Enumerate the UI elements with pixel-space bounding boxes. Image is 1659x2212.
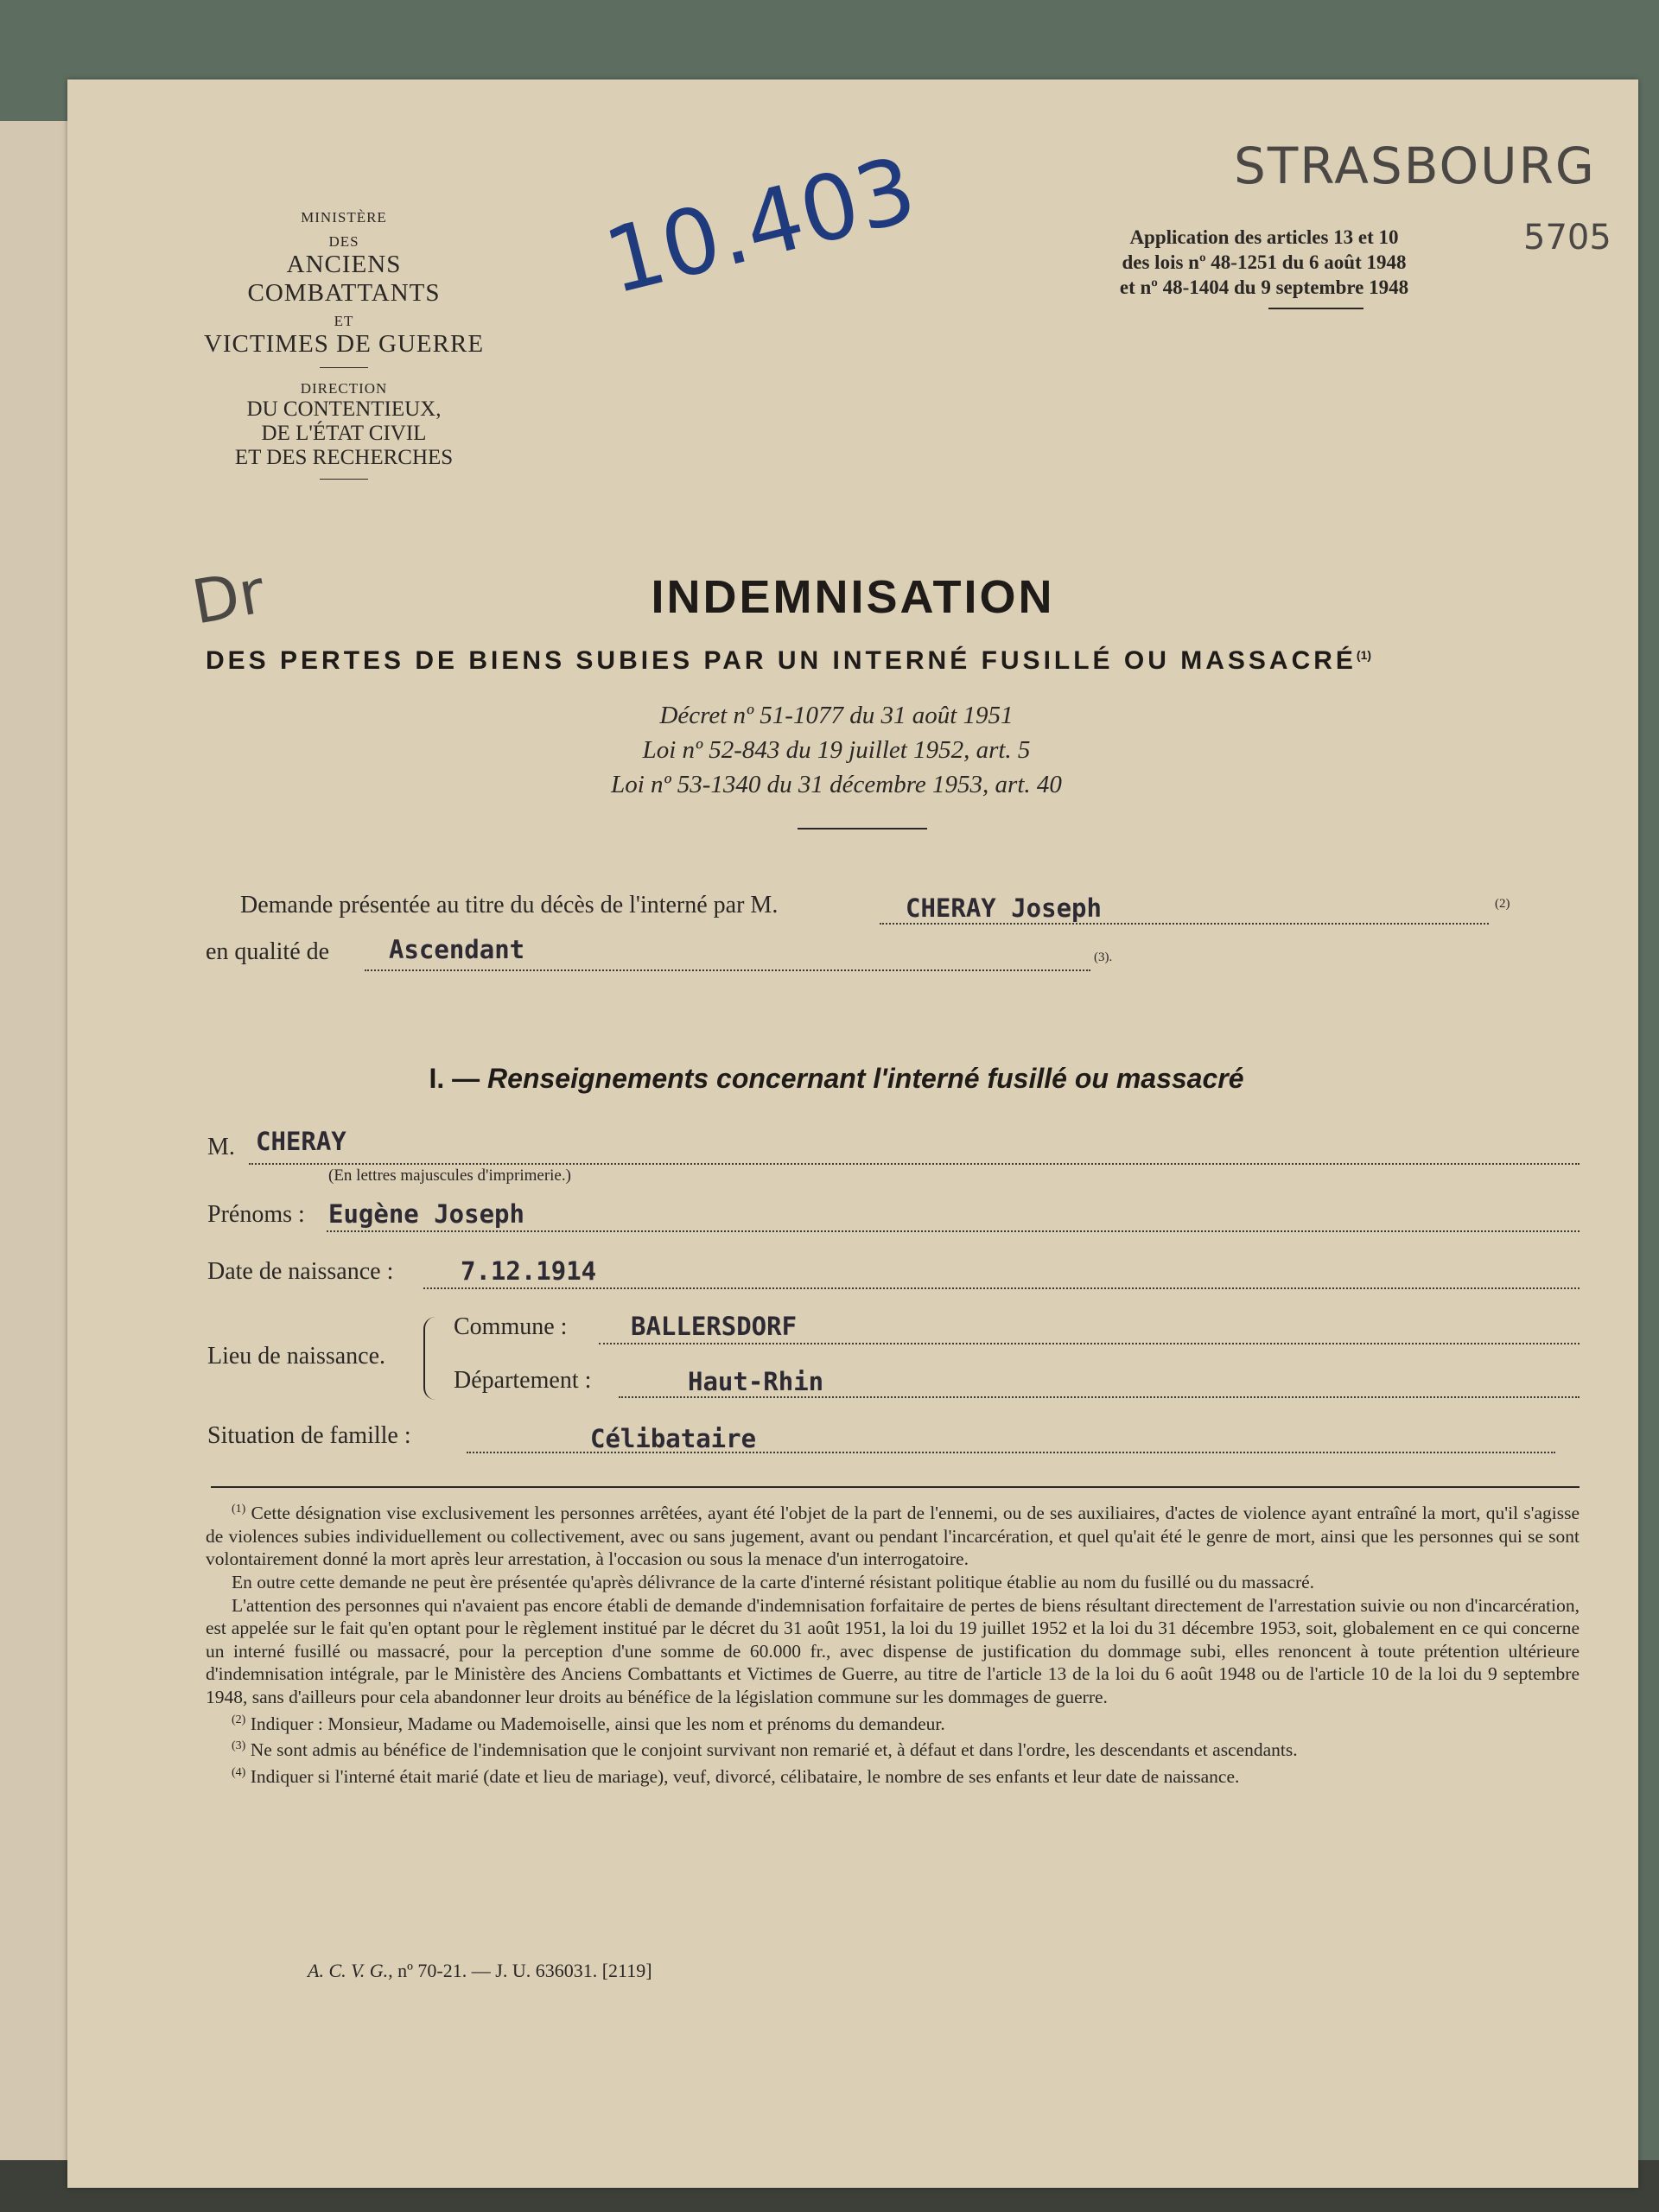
department-value: Haut-Rhin — [688, 1367, 824, 1396]
direction-line: DE L'ÉTAT CIVIL — [261, 422, 427, 445]
application-line: et nº 48-1404 du 9 septembre 1948 — [1119, 276, 1409, 298]
decree-reference: Loi nº 53-1340 du 31 décembre 1953, art. 40 — [611, 771, 1062, 798]
ministry-line: DES — [328, 233, 359, 250]
footnote-number: (1) — [232, 1503, 246, 1516]
form-sheet — [67, 79, 1638, 2188]
brace — [423, 1317, 437, 1400]
handwritten-file-number: 10.403 — [594, 136, 926, 315]
footnote — [206, 1709, 1580, 1736]
ministry-line: MINISTÈRE — [301, 209, 387, 226]
surname-hint: (En lettres majuscules d'imprimerie.) — [328, 1166, 571, 1185]
footnote-text: Cette désignation vise exclusivement les personnes arrêtées, ayant été l'objet de la part de l'ennemi, ou de ses auxiliaires, d'actes de violence ayant entraîné la mort, qu'il s'agisse de violences subies individuellement ou collectivement, avec ou sans jugement, avant ou pendant l'incarcération, et quel qu'ait été le genre de mort, ainsi que les personnes qui se sont volontairement donné la mort après leur arrestation, à l'occasion ou sous la menace d'un interrogatoire. — [206, 1503, 1580, 1570]
handwritten-city: STRASBOURG — [1234, 137, 1596, 195]
ministry-line: ET — [334, 313, 354, 329]
footnote-number: (3) — [232, 1739, 246, 1753]
birthdate-label: Date de naissance : — [207, 1258, 394, 1285]
page-subtitle — [206, 646, 1371, 676]
section-heading: Renseignements concernant l'interné fusillé ou massacré — [487, 1063, 1244, 1094]
department-label: Département : — [454, 1367, 592, 1394]
quality-field-line — [365, 969, 1090, 971]
footnote-text: Indiquer : Monsieur, Madame ou Mademoiselle, ainsi que les nom et prénoms du demandeur. — [250, 1713, 945, 1734]
applicant-field-line — [880, 923, 1489, 925]
footnote — [206, 1762, 1580, 1789]
firstnames-field-line — [327, 1230, 1580, 1232]
footnote — [206, 1498, 1580, 1571]
request-intro: Demande présentée au titre du décès de l'interné par M. — [240, 892, 779, 918]
firstnames-label: Prénoms : — [207, 1201, 305, 1228]
section-number: I. — — [429, 1063, 480, 1094]
family-label: Situation de famille : — [207, 1422, 411, 1449]
page-title: INDEMNISATION — [651, 571, 1055, 623]
birthdate-field-line — [423, 1287, 1580, 1289]
print-code-number: nº 70-21. — J. U. 636031. [2119] — [397, 1960, 652, 1981]
department-field-line — [619, 1396, 1580, 1398]
decree-reference: Loi nº 52-843 du 19 juillet 1952, art. 5 — [642, 736, 1031, 764]
direction-line: ET DES RECHERCHES — [234, 446, 454, 469]
subtitle-text: DES PERTES DE BIENS SUBIES PAR UN INTERNÉ FUSILLÉ OU MASSACRÉ — [206, 646, 1357, 675]
surname-field-line — [249, 1163, 1580, 1165]
ministry-header — [197, 209, 491, 488]
section-title — [67, 1063, 1605, 1095]
footnote-ref: (3). — [1094, 950, 1113, 964]
print-code-agency: A. C. V. G., — [308, 1960, 393, 1981]
footnote: En outre cette demande ne peut ère présentée qu'après délivrance de la carte d'interné résistant politique établie au nom du fusillé ou du massacré. — [232, 1571, 1315, 1592]
surname-value: CHERAY — [256, 1127, 346, 1156]
footnote: L'attention des personnes qui n'avaient pas encore établi de demande d'indemnisation forfaitaire de pertes de biens résultant directement de l'arrestation suivie ou non d'incarcération, est appelée sur le fait qu'en optant pour le règlement institué par le décret du 31 août 1951, la loi du 19 juillet 1952 et la loi du 31 décembre 1953, soit, globalement en ce qui concerne un interné fusillé ou massacré, pour la perception d'une somme de 60.000 fr., avec dispense de justification du dommage subi, elles renoncent à toute prétention ultérieure d'indemnisation intégrale, par le Ministère des Anciens Combattants et Victimes de Guerre, au titre de l'article 13 de la loi du 6 août 1948 ou de l'article 10 de la loi du 9 septembre 1948, sans d'ailleurs pour cela abandonner leur droits au bénéfice de la législation commune sur les dommages de guerre. — [206, 1594, 1580, 1707]
footnote-ref: (1) — [1356, 648, 1372, 662]
surname-label: M. — [207, 1134, 235, 1160]
print-code — [308, 1960, 652, 1982]
commune-value: BALLERSDORF — [631, 1312, 798, 1341]
handwritten-margin-code: 5705 — [1523, 218, 1611, 257]
application-line: Application des articles 13 et 10 — [1129, 226, 1399, 248]
firstnames-value: Eugène Joseph — [328, 1199, 524, 1229]
handwritten-initials: Dr — [187, 556, 270, 639]
commune-label: Commune : — [454, 1313, 568, 1340]
birthplace-label: Lieu de naissance. — [207, 1343, 386, 1370]
application-line: des lois nº 48-1251 du 6 août 1948 — [1122, 251, 1407, 273]
footnote-text: Ne sont admis au bénéfice de l'indemnisation que le conjoint survivant non remarié et, à défaut et dans l'ordre, les descendants et ascendants. — [250, 1739, 1298, 1761]
birthdate-value: 7.12.1914 — [461, 1256, 597, 1286]
application-articles — [1061, 225, 1467, 300]
ministry-name: VICTIMES DE GUERRE — [203, 330, 485, 358]
decree-reference: Décret nº 51-1077 du 31 août 1951 — [659, 702, 1014, 729]
ministry-name: ANCIENS COMBATTANTS — [247, 251, 441, 307]
quality-label: en qualité de — [206, 938, 330, 965]
divider — [798, 828, 927, 830]
footnote-ref: (2) — [1495, 897, 1510, 911]
footnotes — [206, 1498, 1580, 1789]
divider — [211, 1486, 1580, 1488]
direction-label: DIRECTION — [300, 380, 388, 397]
commune-field-line — [599, 1343, 1580, 1344]
divider — [1268, 308, 1363, 309]
applicant-value: CHERAY Joseph — [906, 893, 1102, 923]
direction-line: DU CONTENTIEUX, — [246, 397, 442, 421]
footnote-number: (2) — [232, 1713, 246, 1726]
family-value: Célibataire — [590, 1424, 757, 1453]
footnote-text: Indiquer si l'interné était marié (date et lieu de mariage), veuf, divorcé, célibataire, le nombre de ses enfants et leur date de naissance. — [250, 1766, 1240, 1788]
footnote — [206, 1735, 1580, 1762]
footnote-number: (4) — [232, 1766, 246, 1779]
quality-value: Ascendant — [389, 935, 525, 964]
